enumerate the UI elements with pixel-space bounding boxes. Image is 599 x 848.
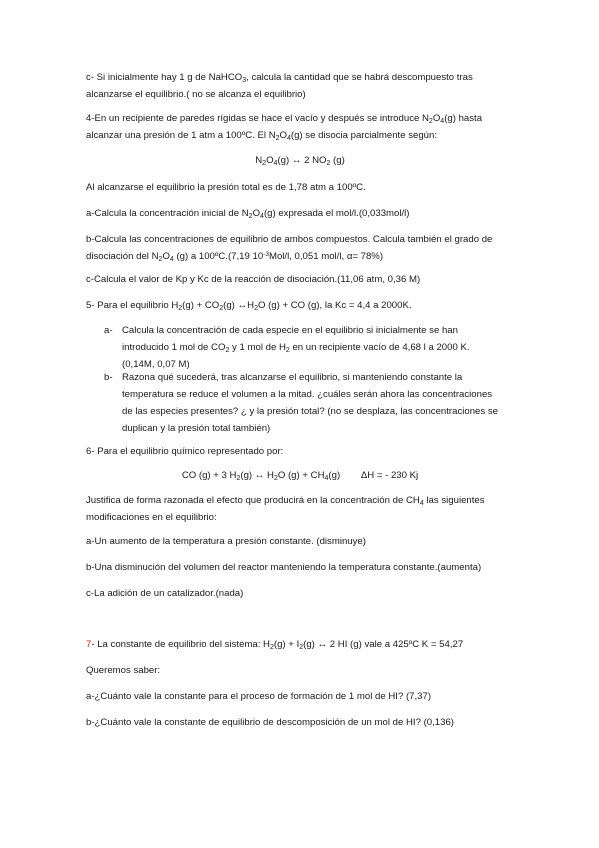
subscript: 4	[419, 500, 424, 507]
text: Mol/l, 0,051 mol/l, α= 78%)	[268, 251, 384, 262]
enthalpy-value: ΔH = - 230 Kj	[360, 470, 419, 481]
text: a-¿Cuánto vale la constante para el proceso de formación de 1 mol de HI? (7,37)	[86, 691, 432, 702]
equation-q4	[86, 152, 514, 169]
text: O	[432, 113, 441, 124]
text: (g)	[330, 155, 345, 166]
question-5a	[86, 322, 514, 373]
equilibrium-arrow-icon: ↔	[237, 300, 248, 311]
list-item-text	[122, 322, 514, 373]
text: 2 NO	[301, 155, 327, 166]
text: las siguientes	[423, 495, 485, 506]
text: (g)	[328, 470, 341, 481]
text: en un recipiente vacío de 4,68 l a 2000 K.	[289, 342, 470, 353]
subscript: 2	[270, 644, 274, 651]
text: O	[279, 130, 287, 141]
text: disociación del N	[86, 251, 159, 262]
text: (g) a 100ºC.(7,19 10	[173, 251, 264, 262]
subscript: 2	[225, 347, 230, 354]
text: duplican y la presión total también)	[122, 423, 271, 434]
text: de las especies presentes? ¿ y la presión total? (no se desplaza, las concentraciones se	[122, 406, 498, 417]
subscript: 2	[262, 160, 267, 167]
text: (g) + CO	[182, 300, 220, 311]
text: b-Una disminución del volumen del reactor manteniendo la temperatura constante.(aumenta)	[86, 562, 482, 573]
question-6c	[86, 585, 514, 602]
question-6-intro	[86, 443, 514, 460]
text: y 1 mol de H	[229, 342, 286, 353]
question-7a	[86, 688, 514, 705]
text: 6- Para el equilibrio químico representado por:	[86, 446, 284, 457]
subscript: 2	[248, 213, 253, 220]
subscript: 2	[326, 160, 331, 167]
question-4-intro	[86, 110, 514, 144]
subscript: 2	[428, 118, 433, 125]
question-number: 7	[86, 639, 92, 650]
text: alcanzar una presión de 1 atm a 100ºC. El N	[86, 130, 276, 141]
subscript: 3	[242, 77, 247, 84]
equation-q6	[86, 467, 514, 484]
subscript: 2	[236, 475, 241, 482]
subscript: 4	[324, 475, 329, 482]
text: (g) hasta	[444, 113, 483, 124]
text: H	[264, 470, 274, 481]
equilibrium-arrow-icon: ↔	[291, 155, 302, 166]
question-6b	[86, 559, 514, 576]
question-5-intro	[86, 297, 514, 314]
text: c-La adición de un catalizador.(nada)	[86, 588, 244, 599]
text: b-¿Cuánto vale la constante de equilibrio de descomposición de un mol de HI? (0,136)	[86, 717, 454, 728]
text: Queremos saber:	[86, 665, 161, 676]
subscript: 4	[260, 213, 264, 220]
list-item-text	[122, 369, 514, 437]
text: temperatura se reduce el volumen a la mitad. ¿cuáles serán ahora las concentraciones	[122, 389, 493, 400]
text: 4-En un recipiente de paredes rígidas se hace el vacío y después se introduce N	[86, 113, 429, 124]
subscript: 2	[158, 256, 163, 263]
text: (g)	[240, 470, 255, 481]
subscript: 4	[287, 135, 291, 142]
question-4c	[86, 271, 514, 288]
text: c-Calcula el valor de Kp y Kc de la reacción de disociación.(11,06 atm, 0,36 M)	[86, 274, 421, 285]
text: , calcula la cantidad que se habrá descompuesto tras	[246, 72, 473, 83]
text: a-Calcula la concentración inicial de N	[86, 208, 249, 219]
text: (0,14M, 0,07 M)	[122, 359, 190, 370]
text: O (g) + CO (g), la Kc = 4,4 a 2000K.	[257, 300, 412, 311]
text: O (g) + CH	[277, 470, 325, 481]
text: CO (g) + 3 H	[181, 470, 237, 481]
question-6-justify	[86, 492, 514, 526]
list-marker: b-	[104, 372, 113, 383]
text: O	[162, 251, 170, 262]
subscript: 2	[254, 305, 258, 312]
text: c- Si inicialmente hay 1 g de NaHCO	[86, 72, 243, 83]
question-4b	[86, 231, 514, 265]
text: (g) + I	[273, 639, 300, 650]
list-marker: a-	[104, 325, 113, 336]
subscript: 2	[299, 644, 304, 651]
text: introducido 1 mol de CO	[122, 342, 226, 353]
question-6a	[86, 533, 514, 550]
text: a-Un aumento de la temperatura a presión constante. (disminuye)	[86, 536, 366, 547]
question-4-total-pressure	[86, 179, 514, 196]
text: b-Calcula las concentraciones de equilibrio de ambos compuestos. Calcula también el grado de	[86, 234, 493, 245]
text: (g) expresada el mol/l.(0,033mol/l)	[263, 208, 410, 219]
text: Calcula la concentración de cada especie en el equilibrio si inicialmente se han	[122, 325, 458, 336]
subscript: 4	[169, 256, 174, 263]
equilibrium-arrow-icon: ↔	[317, 639, 328, 650]
question-4a	[86, 205, 514, 222]
text: O	[266, 155, 274, 166]
text: N	[255, 155, 263, 166]
question-5b	[86, 369, 514, 437]
text: alcanzarse el equilibrio.( no se alcanza el equilibrio)	[86, 89, 306, 100]
text: modificaciones en el equilibrio:	[86, 512, 217, 523]
text: - La constante de equilibrio del sistema: H	[91, 639, 270, 650]
text: (g)	[223, 300, 238, 311]
text: 2 HI (g) vale a 425ºC K = 54,27	[327, 639, 464, 650]
text: 5- Para el equilibrio H	[86, 300, 179, 311]
paragraph-prev-c	[86, 69, 514, 103]
equilibrium-arrow-icon: ↔	[254, 470, 265, 481]
question-7-intro	[86, 636, 514, 653]
question-7-want	[86, 662, 514, 679]
subscript: 2	[275, 135, 280, 142]
text: Justifica de forma razonada el efecto que producirá en la concentración de CH	[86, 495, 420, 506]
text: O	[252, 208, 261, 219]
text: (g)	[303, 639, 318, 650]
text: Razona qué sucederá, tras alcanzarse el equilibrio, si manteniendo constante la	[122, 372, 463, 383]
subscript: 2	[219, 305, 224, 312]
question-7b	[86, 714, 514, 731]
text: (g)	[277, 155, 292, 166]
subscript: 2	[273, 475, 278, 482]
superscript: -3	[263, 251, 269, 258]
subscript: 2	[285, 347, 290, 354]
text: Al alcanzarse el equilibrio la presión total es de 1,78 atm a 100ºC.	[86, 182, 366, 193]
text: (g) se disocia parcialmente según:	[290, 130, 438, 141]
subscript: 4	[273, 160, 278, 167]
text: H	[247, 300, 255, 311]
subscript: 2	[178, 305, 183, 312]
subscript: 4	[440, 118, 445, 125]
